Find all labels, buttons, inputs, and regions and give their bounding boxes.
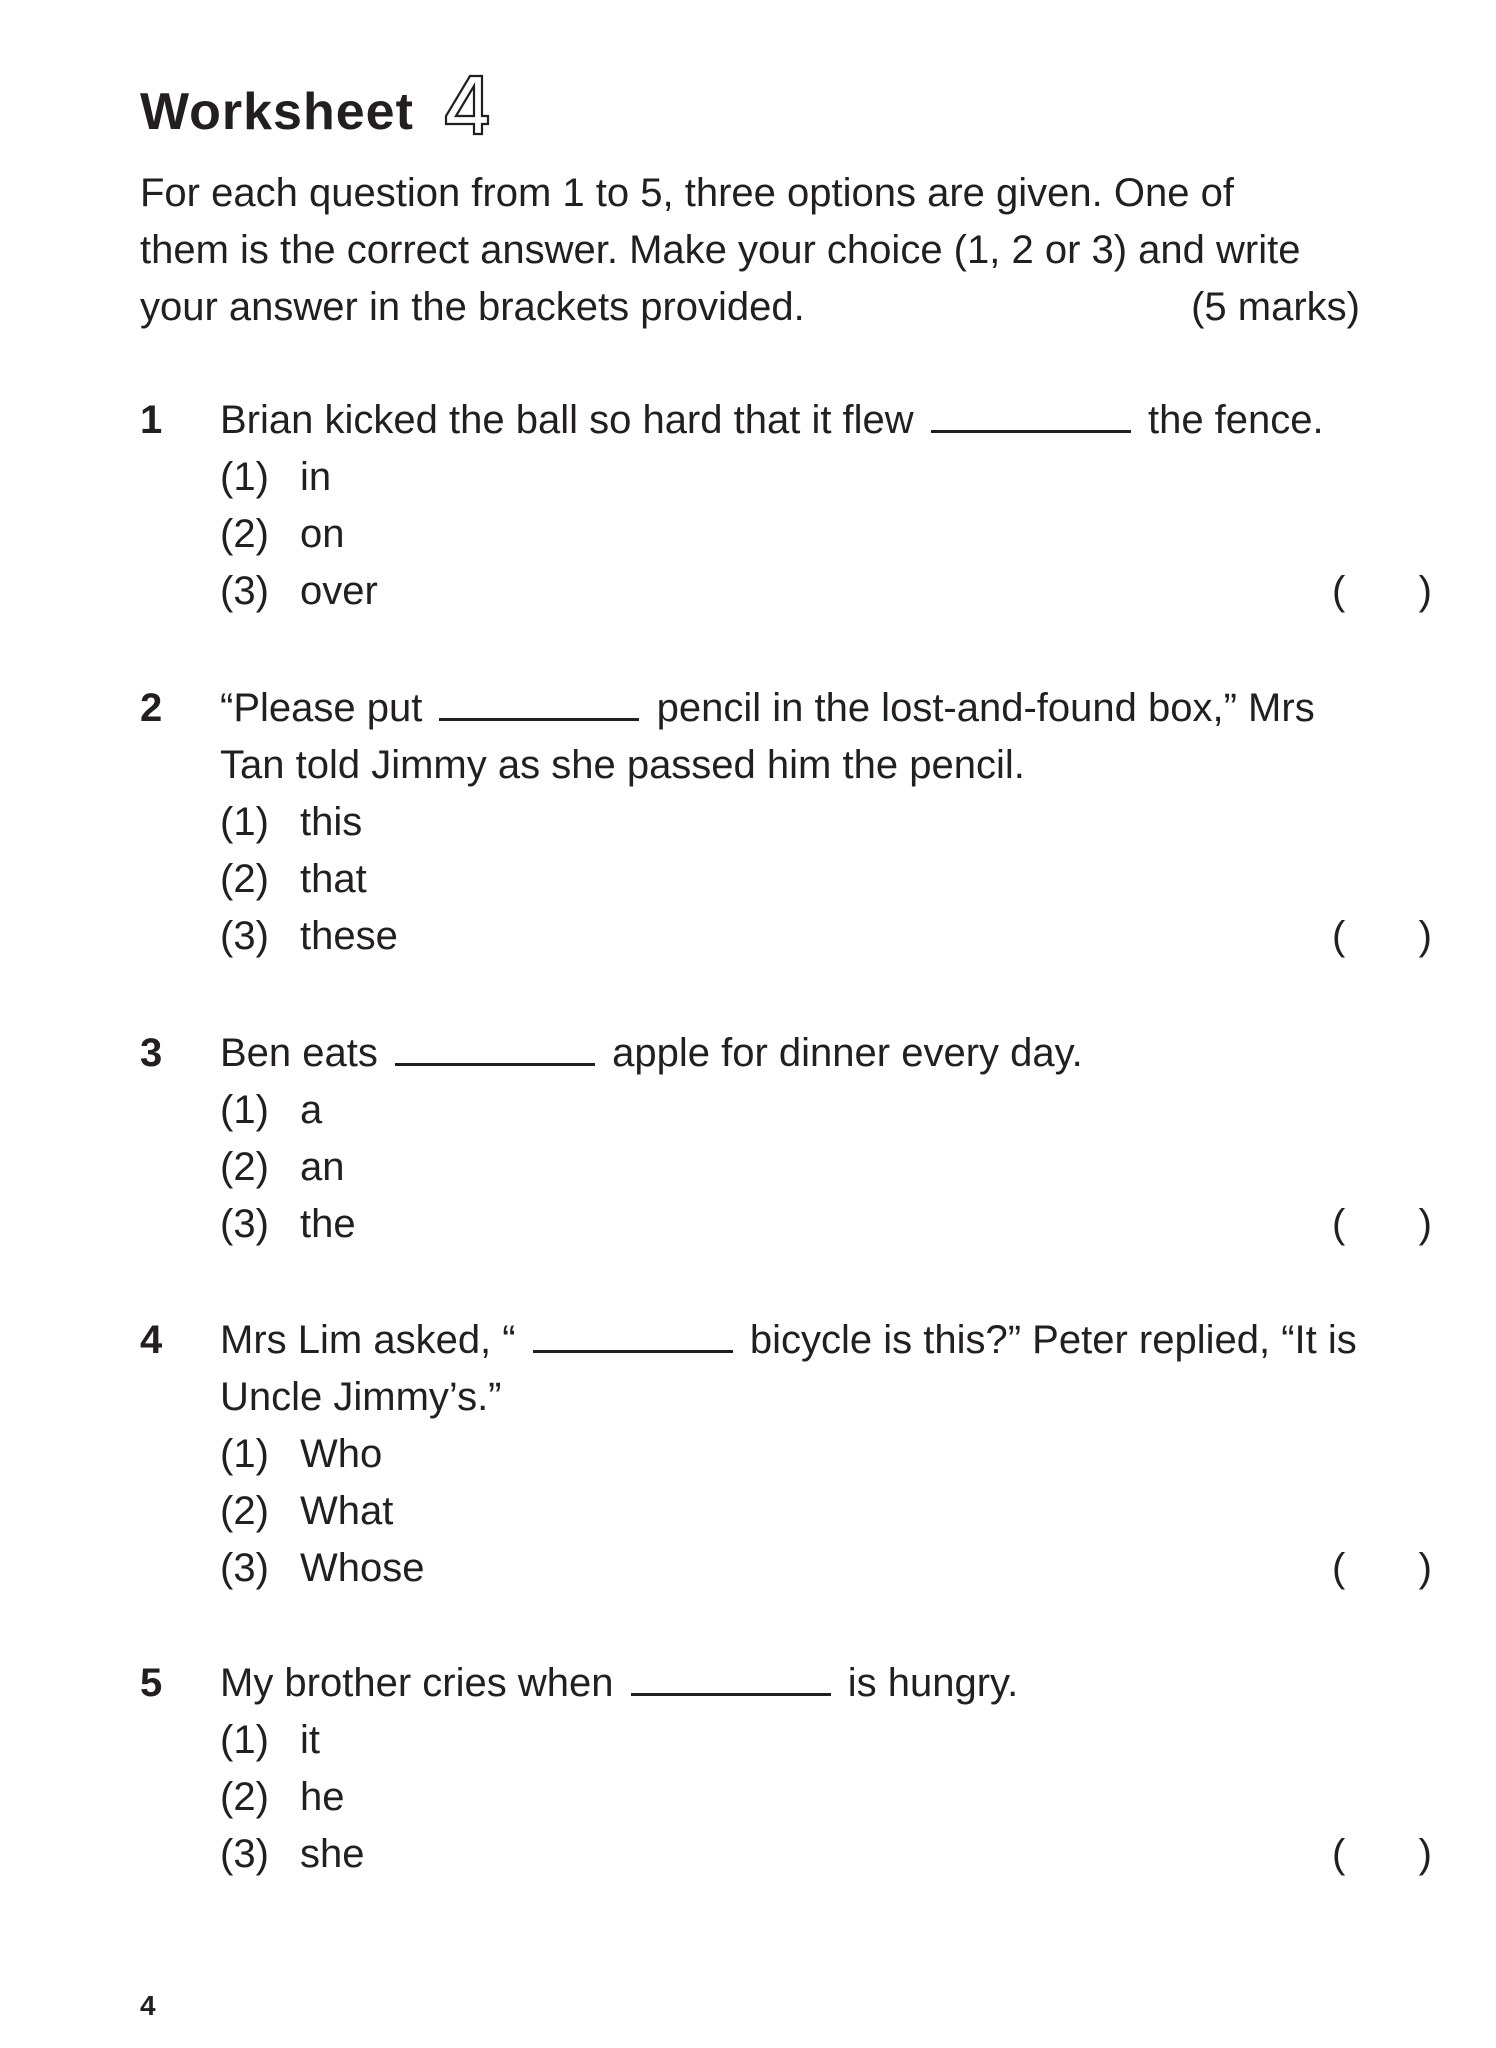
question-stem xyxy=(220,1655,1370,1712)
question-number: 4 xyxy=(140,1318,163,1362)
option-text: an xyxy=(300,1145,345,1189)
option-text: the xyxy=(300,1202,356,1246)
option-label: (2) xyxy=(220,512,269,556)
bracket-open: ( xyxy=(1332,1832,1346,1876)
option-3 xyxy=(220,563,1432,620)
bracket-open: ( xyxy=(1332,1202,1346,1246)
option-2 xyxy=(220,1769,1370,1826)
option-text: that xyxy=(300,857,367,901)
instructions-line-2: them is the correct answer. Make your choice (1, 2 or 3) and write xyxy=(140,228,1301,272)
question-body xyxy=(220,680,1432,965)
instructions-line-3-text: your answer in the brackets provided. xyxy=(140,285,805,329)
option-label: (3) xyxy=(220,1202,269,1246)
option-2 xyxy=(220,851,1370,908)
option-text: Who xyxy=(300,1432,383,1476)
question-number: 3 xyxy=(140,1031,163,1075)
answer-blank xyxy=(931,400,1131,433)
option-3 xyxy=(220,1826,1432,1883)
question-text-before: Mrs Lim asked, “ xyxy=(220,1318,516,1362)
bracket-open: ( xyxy=(1332,1546,1346,1590)
options-list xyxy=(220,1082,1432,1253)
option-label: (2) xyxy=(220,1775,269,1819)
option-3 xyxy=(220,908,1432,965)
option-1 xyxy=(220,1712,1370,1769)
option-text: Whose xyxy=(300,1546,425,1590)
option-label: (2) xyxy=(220,1145,269,1189)
option-label: (3) xyxy=(220,1832,269,1876)
question-number: 1 xyxy=(140,398,163,442)
bracket-open: ( xyxy=(1332,569,1346,613)
option-text: he xyxy=(300,1775,345,1819)
question-text-after: apple for dinner every day. xyxy=(612,1031,1083,1075)
answer-bracket xyxy=(1332,563,1432,620)
question-stem xyxy=(220,392,1370,449)
option-text: a xyxy=(300,1088,323,1132)
bracket-open: ( xyxy=(1332,914,1346,958)
option-label: (2) xyxy=(220,1489,269,1533)
answer-bracket xyxy=(1332,1826,1432,1883)
option-1 xyxy=(220,449,1370,506)
title-word: Worksheet xyxy=(140,83,414,141)
question-stem xyxy=(220,680,1370,794)
question-body xyxy=(220,1655,1432,1883)
option-1 xyxy=(220,1082,1370,1139)
instructions-line-1: For each question from 1 to 5, three options are given. One of xyxy=(140,171,1234,215)
question-text-before: My brother cries when xyxy=(220,1661,614,1705)
option-text: on xyxy=(300,512,345,556)
option-label: (3) xyxy=(220,1546,269,1590)
option-label: (3) xyxy=(220,914,269,958)
question-stem xyxy=(220,1025,1370,1082)
question-text-before: Ben eats xyxy=(220,1031,378,1075)
question-text-after: is hungry. xyxy=(847,1661,1019,1705)
question-text-after: pencil in the lost-and-found box,” Mrs Tan told Jimmy as she passed him the pencil. xyxy=(220,686,1315,787)
options-list xyxy=(220,794,1432,965)
option-3 xyxy=(220,1540,1432,1597)
option-label: (1) xyxy=(220,455,269,499)
option-label: (1) xyxy=(220,1718,269,1762)
option-text: these xyxy=(300,914,398,958)
option-1 xyxy=(220,794,1370,851)
answer-bracket xyxy=(1332,908,1432,965)
option-label: (1) xyxy=(220,800,269,844)
instructions xyxy=(140,165,1360,336)
option-label: (2) xyxy=(220,857,269,901)
option-label: (3) xyxy=(220,569,269,613)
option-1 xyxy=(220,1426,1370,1483)
options-list xyxy=(220,449,1432,620)
answer-blank xyxy=(395,1033,595,1066)
question-text-after: the fence. xyxy=(1147,398,1324,442)
question-number: 2 xyxy=(140,686,163,730)
answer-blank xyxy=(631,1663,831,1696)
option-text: What xyxy=(300,1489,394,1533)
options-list xyxy=(220,1426,1432,1597)
answer-blank xyxy=(533,1320,733,1353)
question-number: 5 xyxy=(140,1661,163,1705)
options-list xyxy=(220,1712,1432,1883)
option-label: (1) xyxy=(220,1432,269,1476)
bracket-close: ) xyxy=(1418,1546,1432,1590)
option-2 xyxy=(220,1139,1370,1196)
question-text-before: “Please put xyxy=(220,686,423,730)
option-2 xyxy=(220,1483,1370,1540)
question-text-before: Brian kicked the ball so hard that it flew xyxy=(220,398,914,442)
marks-label: (5 marks) xyxy=(1191,285,1360,329)
outlined-number-four-icon xyxy=(440,72,490,138)
option-text: she xyxy=(300,1832,365,1876)
instructions-line-3 xyxy=(140,279,1360,336)
page-number: 4 xyxy=(140,1990,156,2021)
question-stem xyxy=(220,1312,1370,1426)
answer-bracket xyxy=(1332,1196,1432,1253)
question-text-after: bicycle is this?” Peter replied, “It is Uncle Jimmy’s.” xyxy=(220,1318,1357,1419)
option-text: this xyxy=(300,800,363,844)
worksheet-title xyxy=(140,72,490,142)
option-label: (1) xyxy=(220,1088,269,1132)
answer-bracket xyxy=(1332,1540,1432,1597)
bracket-close: ) xyxy=(1418,914,1432,958)
option-3 xyxy=(220,1196,1432,1253)
option-text: it xyxy=(300,1718,320,1762)
question-body xyxy=(220,1025,1432,1253)
bracket-close: ) xyxy=(1418,1832,1432,1876)
option-text: in xyxy=(300,455,332,499)
question-body xyxy=(220,392,1432,620)
question-body xyxy=(220,1312,1432,1597)
bracket-close: ) xyxy=(1418,1202,1432,1246)
answer-blank xyxy=(439,688,639,721)
option-2 xyxy=(220,506,1370,563)
bracket-close: ) xyxy=(1418,569,1432,613)
option-text: over xyxy=(300,569,378,613)
